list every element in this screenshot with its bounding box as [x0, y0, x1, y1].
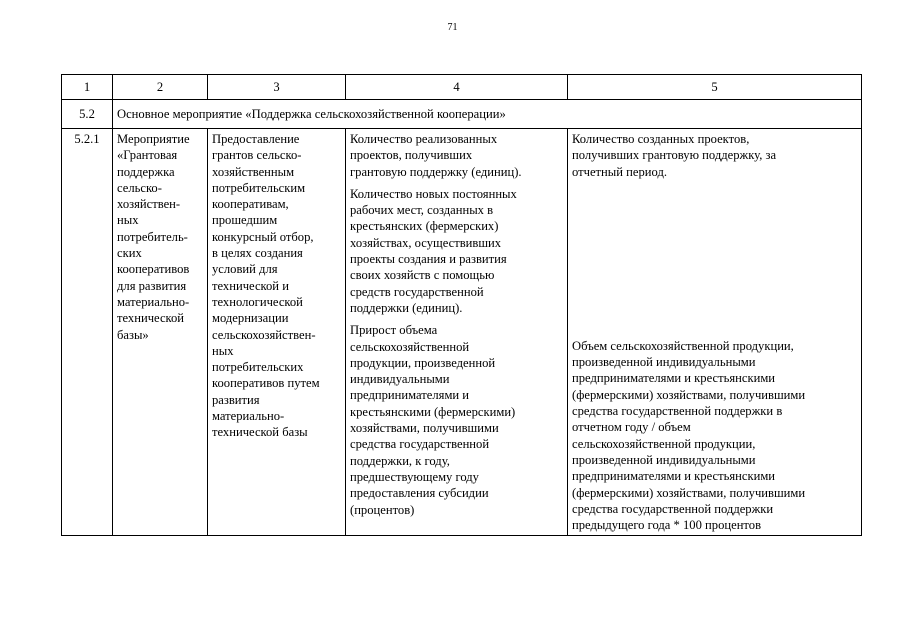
section-number: 5.2: [62, 100, 113, 129]
header-cell-2: 2: [113, 75, 208, 100]
event-cell: [113, 129, 208, 536]
program-table: [61, 74, 862, 536]
header-cell-5: 5: [568, 75, 862, 100]
page-number: 71: [447, 22, 458, 33]
header-cell-4: 4: [346, 75, 568, 100]
method-2: Объем сельскохозяйственной продукции, произведенной индивидуальными предпринимателями и крестьянскими (фермерскими) хозяйствами, получившими средства государственной поддержки в отчетном году / объем сельскохозяйственной продукции, произведенной индивидуальными предпринимателями и крестьянскими (фермерскими) хозяйствами, получившими средства государственной поддержки предыдущего года * 100 процентов: [572, 338, 806, 533]
event-name: Мероприятие «Грантовая поддержка сельско- хозяйствен- ных потребитель- ских кооперативов для развития материально- технической базы»: [117, 132, 190, 342]
table-row: [62, 129, 862, 536]
method-gap: [572, 180, 857, 338]
methods-cell: [568, 129, 862, 536]
indicator-2: Количество новых постоянных рабочих мест, созданных в крестьянских (фермерских) хозяйствах, осуществивших проекты создания и развития своих хозяйств с помощью средств государственной поддержки (единиц).: [350, 186, 517, 315]
row-number: 5.2.1: [62, 129, 113, 536]
indicator-1: Количество реализованных проектов, получивших грантовую поддержку (единиц).: [350, 132, 522, 179]
event-description: Предоставление грантов сельско- хозяйственным потребительским кооперативам, прошедшим конкурсный отбор, в целях создания условий для технической и технологической модернизации сельскохозяйствен- ных потребительских кооперативов путем развития материально- технической базы: [212, 132, 320, 440]
table-header-row: [62, 75, 862, 100]
indicators-cell: [346, 129, 568, 536]
header-cell-1: 1: [62, 75, 113, 100]
section-title: Основное мероприятие «Поддержка сельскохозяйственной кооперации»: [113, 100, 862, 129]
method-1: Количество созданных проектов, получивших грантовую поддержку, за отчетный период.: [572, 132, 777, 179]
header-cell-3: 3: [208, 75, 346, 100]
indicator-3: Прирост объема сельскохозяйственной продукции, произведенной индивидуальными предпринимателями и крестьянскими (фермерскими) хозяйствами, получившими средства государственной поддержки, к году, предшествующему году предоставления субсидии (процентов): [350, 323, 516, 517]
section-row: [62, 100, 862, 129]
description-cell: [208, 129, 346, 536]
